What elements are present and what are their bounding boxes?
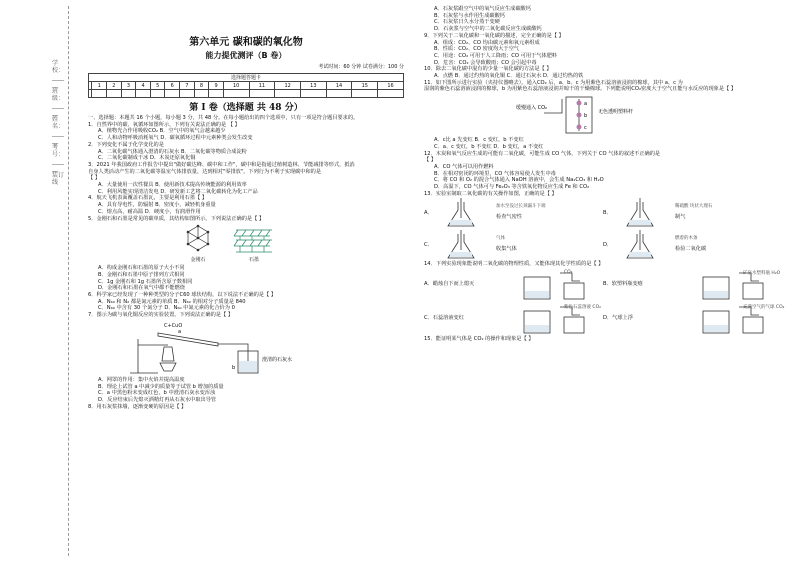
page-subtitle: 能力提优测评（B 卷） xyxy=(205,51,287,60)
option-note: 稀硫酸 块状大理石 xyxy=(675,204,713,210)
q14-options xyxy=(424,268,785,336)
answer-option: C．人和动物呼吸消耗氧气 D．碳氧循环过程中元素种类会发生改变 xyxy=(98,135,253,142)
answer-option: C．二氧化碳制成干冰 D．木炭还原氧化铜 xyxy=(98,155,196,162)
diamond-structure xyxy=(178,224,218,263)
ball-b-label: b xyxy=(584,113,588,120)
option-text: 制气 xyxy=(675,214,686,221)
sheet-number: 2 xyxy=(107,82,122,90)
answer-option: A．组成：CO₂、CO 均由碳元素和氧元素组成 xyxy=(434,39,540,46)
sheet-number: 14 xyxy=(326,82,352,90)
answer-option: C．用途：CO₂ 可用于人工降雨；CO 可用于气体肥料 xyxy=(434,52,557,59)
left-column xyxy=(88,33,404,556)
answer-option: A．N₆₀ 和 N₂ 都是氮元素的单质 B．N₆₀ 的相对分子质量是 840 xyxy=(98,298,246,305)
question-line: 【 】 xyxy=(88,175,101,182)
sheet-answer-cell[interactable] xyxy=(352,90,378,98)
flask-icon xyxy=(436,198,496,228)
sheet-number: 1 xyxy=(92,82,107,90)
sheet-answer-cell[interactable] xyxy=(121,90,136,98)
answer-option: C．将 CO 和 O₂ 的混合气体通入 NaOH 溶液中，会生成 Na₂CO₃ 和 H₂O xyxy=(434,177,604,184)
flask-icon xyxy=(615,230,675,260)
answer-option: C．a、c 变红，b 不变红 D．b 变红，a 不变红 xyxy=(434,143,544,150)
sheet-answer-cell[interactable] xyxy=(194,90,209,98)
question-list xyxy=(88,122,404,223)
q5-figure xyxy=(88,224,404,263)
graphite-label: 石墨 xyxy=(248,257,259,264)
right-question-list-3 xyxy=(424,261,776,268)
answer-option: C．熔点高，耐高温 D．硬度小，有润滑作用 xyxy=(98,208,201,215)
q7-apparatus xyxy=(118,321,298,375)
sheet-answer-cell[interactable] xyxy=(275,90,301,98)
option-text: D．气球上浮 xyxy=(603,315,633,322)
ball-c-label: c xyxy=(584,125,587,132)
question-line: 2．下列变化不属于化学变化的是 xyxy=(88,141,164,148)
delivery-tube xyxy=(218,344,248,361)
answer-option: B．性质：CO₂、CO 密度均大于空气 xyxy=(434,46,519,53)
sheet-number: 15 xyxy=(352,82,378,90)
option-text: 检查气密性 xyxy=(496,214,522,221)
q7-reagent: C+CuO xyxy=(164,322,183,329)
answer-option: C．a 中黑色粉末变成红色，b 中澄清石灰水变浑浊 xyxy=(98,390,216,397)
option-text: A．蜡烛自下而上熄灭 xyxy=(424,281,475,288)
question-line: 10．除去二氧化碳中混有的少量一氧化碳的方法是【 】 xyxy=(424,66,552,73)
sheet-answer-cell[interactable] xyxy=(300,90,326,98)
limewater xyxy=(239,361,257,372)
option-letter: D． xyxy=(603,242,613,249)
option-text: C．石蕊溶液变红 xyxy=(424,315,464,322)
sheet-answer-cell[interactable] xyxy=(223,90,249,98)
answer-option: A．植物光合作用吸收CO₂ B．空气中的氧气会越来越少 xyxy=(98,128,226,135)
answer-option: A．具有导电性，防辐射 B．密度小，减轻机身重量 xyxy=(98,202,216,209)
q14-option xyxy=(603,302,785,336)
option-note: 充满空气的气球 CO₂ xyxy=(743,305,785,311)
sheet-number: 8 xyxy=(194,82,209,90)
answer-sheet-caption: 选择题答题卡 xyxy=(89,74,404,82)
test-tube-a xyxy=(158,333,218,346)
sheet-answer-cell[interactable] xyxy=(92,90,107,98)
page-title: 第六单元 碳和碳的氧化物 xyxy=(189,37,303,48)
q13-option xyxy=(424,229,597,261)
question-line: 湿润的紫色石蕊溶液浸润的棉球，b 为用紫色石蕊溶液浸润并晾干的干燥棉球。下列能说明CO₂密度大于空气且能与水反应的现象是【 】 xyxy=(424,86,737,93)
question-line: 自身人类活动产生的二氧化碳等温室气体排放量，达到相对"零排放"。下列行为不利于实现碳中和的是 xyxy=(88,168,322,175)
graphite-structure xyxy=(232,224,276,263)
option-note: 燃着的木条 xyxy=(675,236,698,242)
answer-option: B．金刚石和石墨中原子排列方式相同 xyxy=(98,271,185,278)
question-list-3 xyxy=(88,377,404,411)
question-line: 7．图示为碳与氧化铜反应的实验装置。下列说法正确的是【 】 xyxy=(88,312,234,319)
sheet-number: 7 xyxy=(180,82,195,90)
sheet-answer-cell[interactable] xyxy=(180,90,195,98)
diamond-label: 金刚石 xyxy=(190,257,206,264)
right-question-list xyxy=(424,6,776,93)
question-line: 5．金刚石和石墨是常见的碳单质，其结构如图所示。下列说法正确的是【 】 xyxy=(88,215,265,222)
ball-b xyxy=(577,113,582,118)
option-note: CO₂ xyxy=(564,270,573,276)
sheet-number: 12 xyxy=(275,82,301,90)
flask-icon xyxy=(436,230,496,260)
sheet-number: 16 xyxy=(378,82,404,90)
answer-option: D．危害：CO₂ 会导致酸雨；CO 会引起中毒 xyxy=(434,59,537,66)
question-line: 15．能证明某气体是 CO₂ 的操作和现象是【 】 xyxy=(424,336,534,343)
option-note: 气体 xyxy=(496,236,505,242)
option-letter: A． xyxy=(424,210,433,217)
sheet-answer-cell[interactable] xyxy=(249,90,275,98)
option-note: 紫色石蕊溶液 CO₂ xyxy=(564,305,601,311)
option-letter: C． xyxy=(424,242,433,249)
answer-sheet-numbers xyxy=(89,82,404,90)
right-question-list-4 xyxy=(424,336,776,343)
answer-option: A．石灰浆跟空气中的氧气反应生成碳酸钙 xyxy=(434,6,531,12)
ball-c xyxy=(577,125,582,130)
sheet-number: 5 xyxy=(150,82,165,90)
answer-option: A．网罩的作用：集中火焰并提高温度 xyxy=(98,376,185,383)
answer-option: C．N₆₀ 中含有 30 个氮分子 D．N₆₀ 中氮元素的化合价为 0 xyxy=(98,305,235,312)
sheet-answer-cell[interactable] xyxy=(209,90,224,98)
question-line: 1．自然界中的碳、氧循环如图所示，下列有关说法正确的是 【 】 xyxy=(88,121,240,128)
option-text: B．软塑料瓶变瘪 xyxy=(603,281,643,288)
diamond-structure-icon xyxy=(178,224,218,256)
answer-option: B．在相对密闭的环境里，CO 气体容易使人发生中毒 xyxy=(434,170,556,177)
q11-inlet: 缓慢通入 CO₂ xyxy=(516,105,548,112)
answer-option: B．石灰浆与水作用生成碳酸钙 xyxy=(434,12,505,19)
question-line: 3．2021 年我国政府工作报告中提出"做好碳达峰、碳中和工作"，碳中和是指通过植树造林、节能减排等形式，抵消 xyxy=(88,161,355,168)
sheet-number: 4 xyxy=(136,82,151,90)
apparatus-icon xyxy=(520,269,590,301)
alcohol-lamp xyxy=(160,363,176,371)
answer-option: D．高温下，CO 气体可与 Fe₂O₃ 等含铁氧化物反应生成 Fe 和 CO₂ xyxy=(434,184,590,191)
sheet-number: 13 xyxy=(300,82,326,90)
q13-option xyxy=(424,197,597,229)
option-letter: B． xyxy=(603,210,612,217)
sheet-number: 6 xyxy=(165,82,180,90)
question-line: 6．科学家已经发现了一种种类型的分子C60 球状结构，以下说法不正确的是【 】 xyxy=(88,292,277,299)
rod-label: 无色透明塑料杆 xyxy=(598,109,634,116)
question-line: 8．用石灰浆抹墙，逐渐变硬的原因是【 】 xyxy=(88,403,187,410)
sheet-number: 11 xyxy=(249,82,275,90)
right-question-list-2 xyxy=(424,137,776,197)
q13-option xyxy=(603,229,776,261)
answer-option: A．CO 气体可以用作燃料 xyxy=(434,163,494,170)
answer-option: C．利用风能实现清洁发电 D．研发新工艺将二氧化碳转化为化工产品 xyxy=(98,188,258,195)
question-list-2 xyxy=(88,265,404,319)
option-text: 收集气体 xyxy=(496,246,517,253)
sheet-answer-cell[interactable] xyxy=(136,90,151,98)
q14-option xyxy=(603,268,781,302)
q14-option xyxy=(424,268,597,302)
q13-option xyxy=(603,197,776,229)
question-line: 9．下列关于二氧化碳和一氧化碳的描述，完全正确的是【 】 xyxy=(424,32,564,39)
graphite-structure-icon xyxy=(232,224,276,256)
label-a: a xyxy=(178,328,182,335)
flask-icon xyxy=(615,198,675,228)
sheet-answer-cell[interactable] xyxy=(326,90,352,98)
q13-options xyxy=(424,197,776,261)
answer-sheet xyxy=(88,73,404,98)
option-note: 矿泉水塑料瓶 H₂O xyxy=(743,271,781,277)
binding-text: 学校：______ 班级：______ 姓名：______ 考号：______ 装订线 xyxy=(52,60,65,186)
answer-option: C．石灰浆日久水分蒸干变硬 xyxy=(434,19,500,26)
question-line: 11．如下图所示进行实验（夹持仪器略去）。通入CO₂ 后，a、b、c 为用紫色石蕊溶液浸润的棉球，其中 a、c 为 xyxy=(424,79,683,86)
sheet-number: 3 xyxy=(121,82,136,90)
limewater-label: 澄清的石灰水 xyxy=(262,356,293,363)
question-line: 4．航天飞机表面覆盖石墨瓦，主要是利用石墨【 】 xyxy=(88,195,208,202)
question-line: 14．下列实验现象能说明二氧化碳的物理性质，又能体现其化学性质的是【 】 xyxy=(424,261,604,268)
answer-sheet-answers xyxy=(89,90,404,98)
sheet-answer-cell[interactable] xyxy=(150,90,165,98)
answer-option: A．点燃 B．通过灼热的氧化铜 C．通过石灰水 D．通过灼热的铁 xyxy=(434,73,584,80)
answer-option: D．金刚石和石墨在氧气中都不能燃烧 xyxy=(98,285,185,292)
q11-apparatus xyxy=(514,95,734,135)
answer-option: A．构成金刚石和石墨的原子大小不同 xyxy=(98,265,185,272)
binding-margin xyxy=(0,0,80,562)
wire-mesh xyxy=(162,347,174,361)
sheet-number: 9 xyxy=(209,82,224,90)
question-line: 12．木炭和氧气反应生成的可能有二氧化碳，可能生成 CO 气体，下列关于 CO 气体的叙述不正确的是 xyxy=(424,150,661,157)
question-line: 【 】 xyxy=(424,157,437,164)
question-line: 13．实验室制取二氧化碳的有关操作如图，正确的是【 】 xyxy=(424,190,557,197)
option-note: 加水至没过长颈漏斗下端 xyxy=(496,204,546,210)
ball-a xyxy=(577,101,582,106)
q14-option xyxy=(424,302,601,336)
label-b: b xyxy=(232,364,236,371)
exam-meta: 考试时间：60 分钟 试卷满分：100 分 xyxy=(318,64,404,70)
right-column xyxy=(424,6,785,556)
answer-option: D．反应结束后先熄灭酒精灯再从石灰水中取出导管 xyxy=(98,396,217,403)
sheet-answer-cell[interactable] xyxy=(378,90,404,98)
answer-option: C．1g 金刚石和 1g 石墨所含原子数相同 xyxy=(98,278,193,285)
answer-option: A．c比 a 先变红 B．c 变红，b 不变红 xyxy=(434,137,524,144)
section-heading: 第 I 卷（选择题 共 48 分） xyxy=(189,103,303,113)
sheet-answer-cell[interactable] xyxy=(165,90,180,98)
section-instruction: 一、选择题：本题共 16 个小题，每小题 3 分，共 48 分。在每小题给出的四个选项中，只有一项是符合题目要求的。 xyxy=(88,115,359,121)
answer-option: A．二氧化碳气体通入澄清的石灰水 B．二氧化碳等物质合成淀粉 xyxy=(98,148,247,155)
answer-option: B．理论上试管 a 中减少的质量等于试管 b 增加的质量 xyxy=(98,383,224,390)
answer-option: D．石灰浆与空气中的二氧化碳反应生成碳酸钙 xyxy=(434,26,542,33)
ball-a-label: a xyxy=(584,101,588,108)
sheet-number: 10 xyxy=(223,82,249,90)
sheet-answer-cell[interactable] xyxy=(107,90,122,98)
answer-option: A．大量使用一次性餐具 B．使用新技术提高传统能源的利用效率 xyxy=(98,182,247,189)
option-text: 检验二氧化碳 xyxy=(675,246,707,253)
binding-line xyxy=(68,6,69,556)
